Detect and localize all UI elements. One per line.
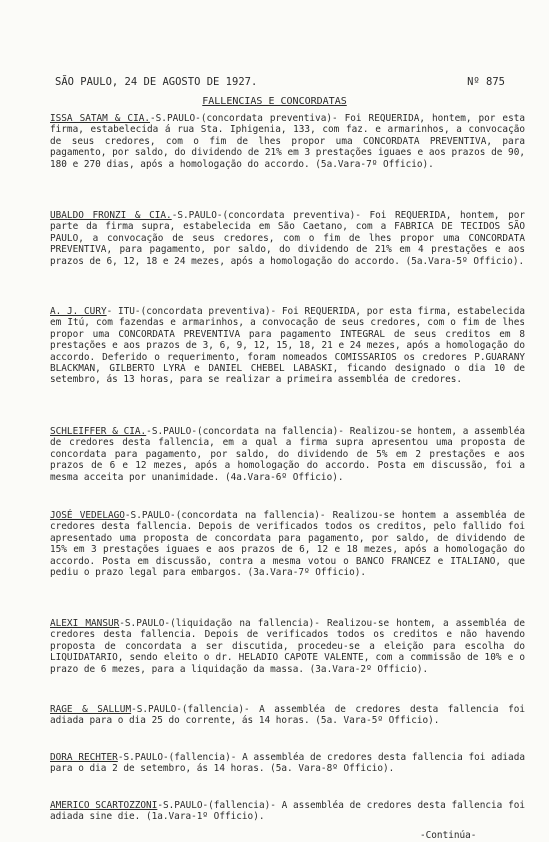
entry-name: SCHLEIFFER & CIA. xyxy=(50,426,147,437)
entry xyxy=(50,306,525,386)
entry xyxy=(50,704,525,727)
entry-name: ISSA SATAM & CIA. xyxy=(50,113,151,124)
entry xyxy=(50,618,525,675)
entry-text: -S.PAULO-(concordata na fallencia)- Realizou-se hontem, a assembléa de credores desta fallencia, em a qual a firma supra apresentou uma proposta de concordata para pagamento, por saldo, do dividendo de 5% em 2 prestações e aos prazos de 6 e 12 mezes, após a homologação do accordo. Posta em discussão, foi a mesma acceita por unanimidade. (4a.Vara-6º Officio). xyxy=(50,426,525,483)
continua-note: -Continúa- xyxy=(420,830,477,841)
entry-text: -S.PAULO-(concordata preventiva)- Foi REQUERIDA, hontem, por esta firma, estabelecida á rua Sta. Iphigenia, 133, com faz. e armarinhos, a convocação de seus credores, com o fim de lhes propor uma CONCORDATA PREVENTIVA, para pagamento, por saldo, do dividendo de 21% em 3 prestações iguaes e aos prazos de 90, 180 e 270 dias, após a homologação do accordo. (5a.Vara-7º Officio). xyxy=(50,113,526,170)
entry-name: ALEXI MANSUR xyxy=(50,618,120,629)
entry-text: -S.PAULO-(fallencia)- A assembléa de credores desta fallencia foi adiada para o dia 2 de setembro, ás 14 horas. (5a. Vara-8º Officio). xyxy=(50,752,525,775)
entry xyxy=(50,426,525,483)
entry-name: AMERICO SCARTOZZONI xyxy=(50,800,158,811)
section-title: FALLENCIAS E CONCORDATAS xyxy=(202,96,347,107)
entry-name: DORA RECHTER xyxy=(50,752,118,763)
entry xyxy=(50,510,525,578)
entry-text: -S.PAULO-(concordata preventiva)- Foi REQUERIDA, hontem, por parte da firma supra, estabelecida em São Caetano, com a FABRICA DE TECIDOS SÃO PAULO, a convocação de seus credores, com o fim de lhes propor uma CONCORDATA PREVENTIVA, para pagamento, por saldo, do dividendo de 21% em 4 prestações e aos prazos de 6, 12, 18 e 24 mezes, após a homologação do accordo. (5a.Vara-5º Officio). xyxy=(50,210,525,267)
header-date: SÃO PAULO, 24 DE AGOSTO DE 1927. xyxy=(55,76,258,88)
entry xyxy=(50,210,525,267)
entry-name: JOSÉ VEDELAGO xyxy=(50,510,125,521)
entry-text: -S.PAULO-(fallencia)- A assembléa de credores desta fallencia foi adiada para o dia 25 do corrente, ás 14 horas. (5a. Vara-5º Officio). xyxy=(50,704,526,727)
entry-name: RAGE & SALLUM xyxy=(50,704,132,715)
entry xyxy=(50,752,525,775)
entry-name: UBALDO FRONZI & CIA. xyxy=(50,210,172,221)
bulletin-number: Nº 875 xyxy=(467,76,505,88)
entry-text: -S.PAULO-(concordata na fallencia)- Realizou-se hontem a assembléa de credores desta fallencia. Depois de verificados todos os creditos, pelo fallido foi apresentado uma proposta de concordata para pagamento, por saldo, de dividendo de 15% em 3 prestações iguaes e aos prazos de 6, 12 e 18 mezes, após a homologação do accordo. Posta em discussão, contra a mesma votou o BANCO FRANCEZ e ITALIANO, que pediu o prazo legal para embargos. (3a.Vara-7º Officio). xyxy=(50,510,526,579)
page-header xyxy=(55,76,505,92)
entry-name: A. J. CURY xyxy=(50,306,107,317)
entry xyxy=(50,800,525,823)
entry-text: - ITU-(concordata preventiva)- Foi REQUERIDA, por esta firma, estabelecida em Itú, com fazendas e armarinhos, a convocação de seus credores, com o fim de lhes propor uma CONCORDATA PREVENTIVA para pagamento INTEGRAL de seus creditos em 8 prestações e aos prazos de 3, 6, 9, 12, 15, 18, 21 e 24 mezes, após a homologação do accordo. Deferido o requerimento, foram nomeados COMISSARIOS os credores P.GUARANY BLACKMAN, GILBERTO LYRA e DANIEL CHEBEL LABASKI, ficando designado o dia 10 de setembro, ás 13 horas, para se realizar a primeira assembléa de credores. xyxy=(50,306,525,386)
entry-text: -S.PAULO-(fallencia)- A assembléa de credores desta fallencia foi adiada sine die. (1a.Vara-1º Officio). xyxy=(50,800,525,823)
entry xyxy=(50,113,525,170)
entry-text: -S.PAULO-(liquidação na fallencia)- Realizou-se hontem, a assembléa de credores desta fallencia. Depois de verificados todos os creditos e não havendo proposta de concordata a ser discutida, procedeu-se a eleição para escolha do LIQUIDATARIO, sendo eleito o dr. HELADIO CAPOTE VALENTE, com a commissão de 10% e o prazo de 6 mezes, para a liquidação da massa. (3a.Vara-2º Officio). xyxy=(50,618,525,675)
